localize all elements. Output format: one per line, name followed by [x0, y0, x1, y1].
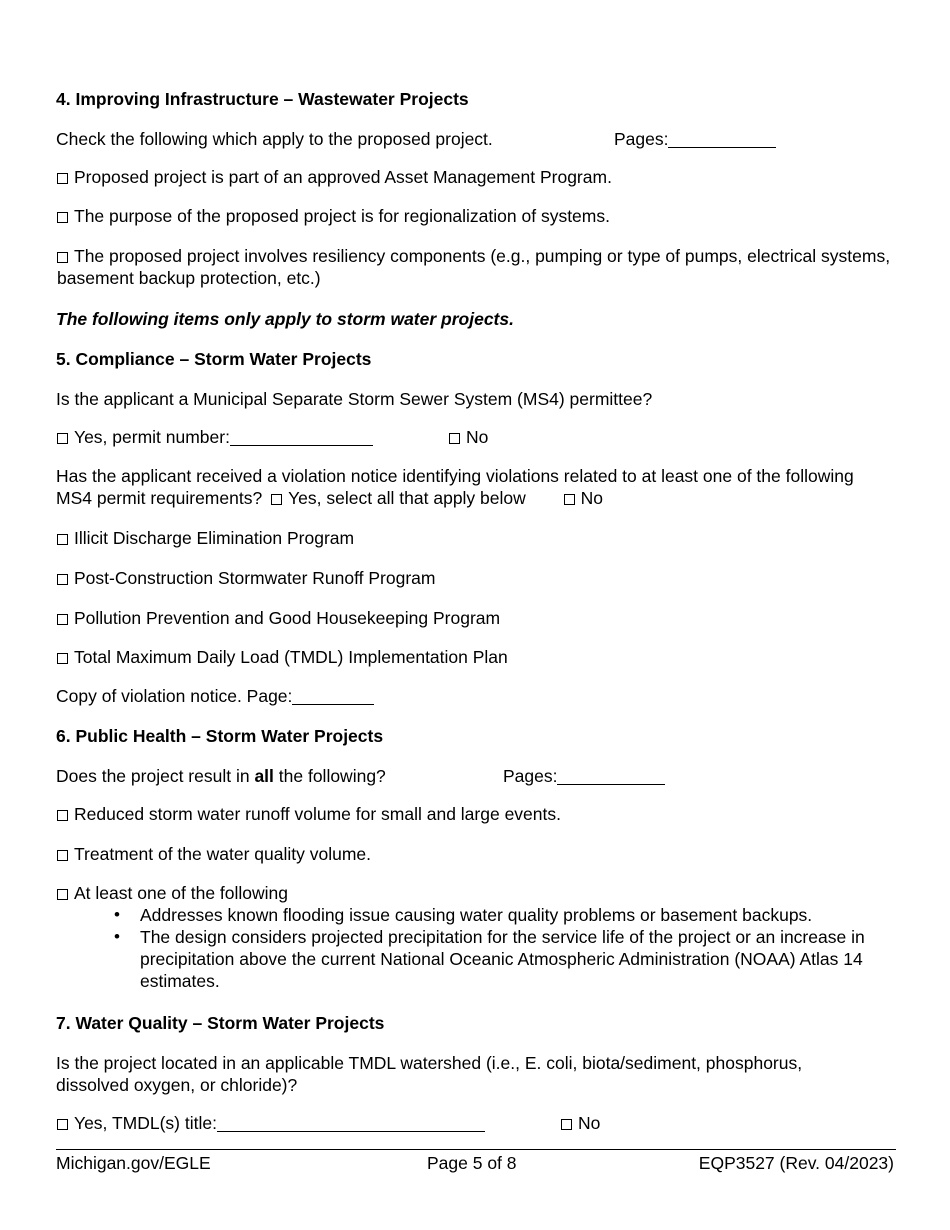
bullet-item: • The design considers projected precipitation for the service life of the project or an increase in precipitation above the current National Oceanic Atmospheric Administration (NOAA) Atlas 14 estimates.	[110, 926, 910, 992]
program-option	[57, 527, 354, 549]
water-quality-volume-checkbox[interactable]	[57, 850, 68, 861]
ms4-no-option	[449, 426, 488, 448]
section-6-pages-field	[503, 765, 665, 787]
footer-website: Michigan.gov/EGLE	[56, 1153, 211, 1173]
regionalization-checkbox[interactable]	[57, 212, 68, 223]
at-least-one-label: At least one of the following	[74, 883, 289, 903]
pollution-prevention-checkbox[interactable]	[57, 614, 68, 625]
asset-management-option	[57, 166, 612, 188]
violation-question-text: Has the applicant received a violation notice identifying violations related to at least one of the following MS4 permit requirements?	[56, 466, 854, 508]
pages-input-line[interactable]	[557, 768, 665, 785]
tmdl-title-input-line[interactable]	[217, 1115, 485, 1132]
resiliency-option	[57, 245, 902, 289]
violation-notice-question	[56, 465, 856, 509]
at-least-one-checkbox[interactable]	[57, 889, 68, 900]
program-label: Illicit Discharge Elimination Program	[74, 528, 355, 548]
water-quality-volume-label: Treatment of the water quality volume.	[74, 844, 371, 864]
violation-yes-checkbox[interactable]	[271, 494, 282, 505]
section-4-pages-field	[614, 128, 776, 150]
program-label: Pollution Prevention and Good Housekeeping Program	[74, 608, 501, 628]
footer-divider	[56, 1149, 896, 1150]
tmdl-yes-option	[57, 1112, 485, 1134]
water-quality-volume-option	[57, 843, 371, 865]
post-construction-checkbox[interactable]	[57, 574, 68, 585]
violation-yes-label: Yes, select all that apply below	[288, 488, 526, 508]
tmdl-no-label: No	[578, 1113, 601, 1133]
tmdl-watershed-question: Is the project located in an applicable TMDL watershed (i.e., E. coli, biota/sediment, phosphorus, dissolved oxygen, or chloride)?	[56, 1053, 803, 1095]
tmdl-no-checkbox[interactable]	[561, 1119, 572, 1130]
violation-copy-field	[56, 685, 374, 707]
permit-number-input-line[interactable]	[230, 429, 373, 446]
ms4-yes-label: Yes, permit number:	[74, 427, 230, 447]
tmdl-yes-checkbox[interactable]	[57, 1119, 68, 1130]
asset-management-checkbox[interactable]	[57, 173, 68, 184]
asset-management-label: Proposed project is part of an approved Asset Management Program.	[74, 167, 612, 187]
runoff-option	[57, 803, 561, 825]
program-label: Post-Construction Stormwater Runoff Program	[74, 568, 436, 588]
footer-form-number: EQP3527 (Rev. 04/2023)	[698, 1153, 894, 1173]
question-text: Does the project result in	[56, 766, 255, 786]
runoff-checkbox[interactable]	[57, 810, 68, 821]
tmdl-no-option	[561, 1112, 600, 1134]
illicit-discharge-checkbox[interactable]	[57, 534, 68, 545]
program-option	[57, 646, 508, 668]
violation-no-checkbox[interactable]	[564, 494, 575, 505]
question-text: the following?	[273, 766, 386, 786]
regionalization-option	[57, 205, 610, 227]
storm-water-note: The following items only apply to storm water projects.	[56, 309, 514, 329]
ms4-yes-checkbox[interactable]	[57, 433, 68, 444]
section-4-instruction: Check the following which apply to the proposed project.	[56, 129, 493, 149]
section-4-heading: 4. Improving Infrastructure – Wastewater Projects	[56, 89, 469, 109]
program-label: Total Maximum Daily Load (TMDL) Implementation Plan	[74, 647, 508, 667]
tmdl-plan-checkbox[interactable]	[57, 653, 68, 664]
pages-label: Pages:	[614, 129, 669, 149]
ms4-yes-option	[57, 426, 373, 448]
regionalization-label: The purpose of the proposed project is for regionalization of systems.	[74, 206, 610, 226]
program-option	[57, 567, 435, 589]
resiliency-checkbox[interactable]	[57, 252, 68, 263]
section-6-heading: 6. Public Health – Storm Water Projects	[56, 726, 384, 746]
question-emphasis: all	[254, 766, 274, 786]
violation-page-input-line[interactable]	[292, 688, 374, 705]
ms4-permittee-question: Is the applicant a Municipal Separate Storm Sewer System (MS4) permittee?	[56, 389, 653, 409]
ms4-no-label: No	[466, 427, 489, 447]
resiliency-label: The proposed project involves resiliency components (e.g., pumping or type of pumps, electrical systems, basement backup protection, etc.)	[57, 246, 891, 288]
ms4-no-checkbox[interactable]	[449, 433, 460, 444]
criteria-bullet-list	[110, 904, 910, 992]
violation-copy-label: Copy of violation notice. Page:	[56, 686, 293, 706]
section-7-heading: 7. Water Quality – Storm Water Projects	[56, 1013, 385, 1033]
section-5-heading: 5. Compliance – Storm Water Projects	[56, 349, 372, 369]
pages-input-line[interactable]	[668, 131, 776, 148]
bullet-item: • Addresses known flooding issue causing water quality problems or basement backups.	[110, 904, 910, 926]
at-least-one-option	[57, 882, 288, 904]
public-health-question	[56, 765, 386, 787]
violation-no-label: No	[580, 488, 604, 508]
footer-page-number: Page 5 of 8	[427, 1153, 517, 1173]
pages-label: Pages:	[503, 766, 558, 786]
runoff-label: Reduced storm water runoff volume for small and large events.	[74, 804, 561, 824]
program-option	[57, 607, 500, 629]
tmdl-yes-label: Yes, TMDL(s) title:	[74, 1113, 217, 1133]
